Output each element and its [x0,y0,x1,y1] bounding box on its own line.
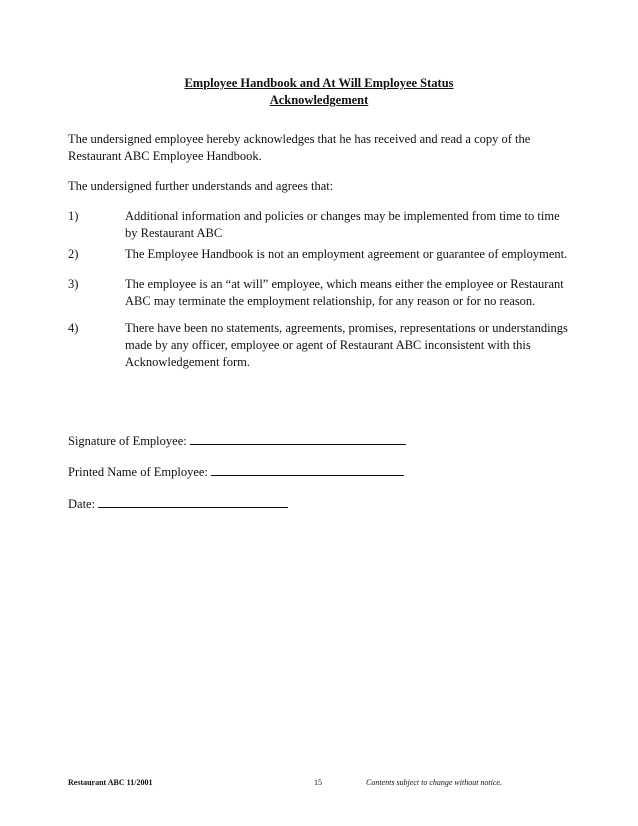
list-item-number: 3) [68,277,79,291]
list-item-line: by Restaurant ABC [125,226,223,240]
footer-page-number: 15 [314,778,322,787]
signature-field[interactable] [190,432,406,445]
signature-label: Signature of Employee: [68,434,187,448]
printed-name-row [68,463,404,481]
list-item-number: 2) [68,247,79,261]
list-item-text [125,246,575,263]
list-item-text [125,276,575,310]
list-item-number: 1) [68,209,79,223]
date-label: Date: [68,497,96,511]
printed-name-label: Printed Name of Employee: [68,465,208,479]
list-item-line: There have been no statements, agreements, promises, representations or understandings [125,321,568,335]
list-item-line: Acknowledgement form. [125,355,250,369]
signature-row [68,432,406,450]
list-item-line: ABC may terminate the employment relationship, for any reason or for no reason. [125,294,536,308]
list-item-number: 4) [68,321,79,335]
further-paragraph: The undersigned further understands and agrees that: [68,179,334,193]
document-subtitle: Acknowledgement [269,93,369,107]
list-item-line: made by any officer, employee or agent of Restaurant ABC inconsistent with this [125,338,531,352]
list-item-line: Additional information and policies or changes may be implemented from time to time [125,209,560,223]
printed-name-field[interactable] [211,463,404,476]
list-item-text [125,320,575,371]
intro-paragraph-line-2: Restaurant ABC Employee Handbook. [68,149,262,163]
list-item-text [125,208,575,242]
footer-company-date: Restaurant ABC 11/2001 [68,778,153,787]
intro-paragraph-line-1: The undersigned employee hereby acknowledges that he has received and read a copy of the [68,132,531,146]
list-item-line: The Employee Handbook is not an employment agreement or guarantee of employment. [125,247,568,261]
date-field[interactable] [98,495,288,508]
footer-notice: Contents subject to change without notice. [366,778,502,787]
list-item-line: The employee is an “at will” employee, which means either the employee or Restaurant [125,277,564,291]
date-row [68,495,288,513]
document-title: Employee Handbook and At Will Employee Status [184,76,454,90]
